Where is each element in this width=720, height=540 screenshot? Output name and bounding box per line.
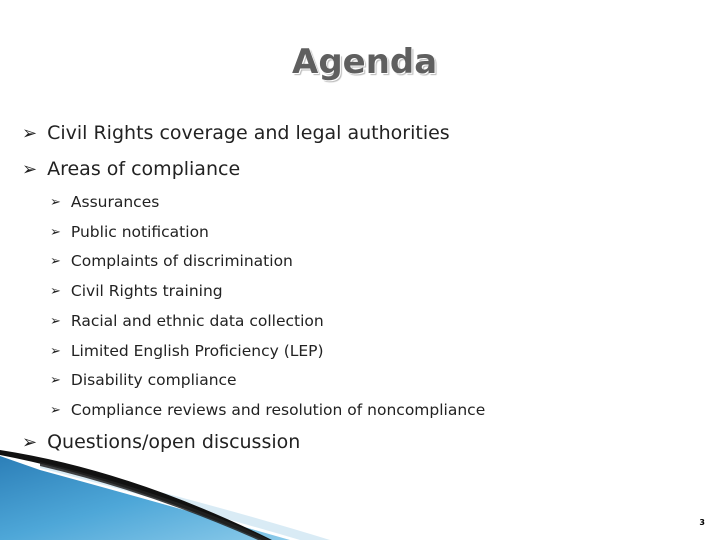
list-item-text: Racial and ethnic data collection xyxy=(70,312,324,330)
list-item xyxy=(50,312,324,330)
list-item-text: Areas of compliance xyxy=(47,158,241,180)
arrowhead-bullet-icon: ➢ xyxy=(22,431,38,453)
list-item-text: Limited English Proficiency (LEP) xyxy=(70,342,324,360)
list-item-text: Disability compliance xyxy=(70,371,237,389)
list-item xyxy=(50,252,293,270)
arrowhead-bullet-icon: ➢ xyxy=(50,253,61,269)
list-item-text: Public notification xyxy=(70,223,209,241)
list-item-text: Assurances xyxy=(70,193,160,211)
arrowhead-bullet-icon: ➢ xyxy=(50,402,61,418)
arrowhead-bullet-icon: ➢ xyxy=(50,283,61,299)
list-item-text: Compliance reviews and resolution of noncompliance xyxy=(70,401,486,419)
list-item xyxy=(50,342,324,360)
arrowhead-bullet-icon: ➢ xyxy=(50,224,61,240)
list-item xyxy=(50,223,209,241)
list-item xyxy=(50,401,485,419)
arrowhead-bullet-icon: ➢ xyxy=(50,343,61,359)
list-item xyxy=(50,282,223,300)
arrowhead-bullet-icon: ➢ xyxy=(50,313,61,329)
list-item xyxy=(22,122,450,144)
list-item xyxy=(50,193,159,211)
list-item xyxy=(22,158,240,180)
arrowhead-bullet-icon: ➢ xyxy=(50,194,61,210)
list-item xyxy=(50,371,237,389)
list-item-text: Questions/open discussion xyxy=(47,431,301,453)
arrowhead-bullet-icon: ➢ xyxy=(50,372,61,388)
list-item-text: Complaints of discrimination xyxy=(70,252,293,270)
page-number: 3 xyxy=(699,518,705,527)
arrowhead-bullet-icon: ➢ xyxy=(22,158,38,180)
list-item xyxy=(22,431,300,453)
arrowhead-bullet-icon: ➢ xyxy=(22,122,38,144)
list-item-text: Civil Rights training xyxy=(70,282,223,300)
page-title: Agenda xyxy=(292,42,438,82)
list-item-text: Civil Rights coverage and legal authorities xyxy=(47,122,450,144)
